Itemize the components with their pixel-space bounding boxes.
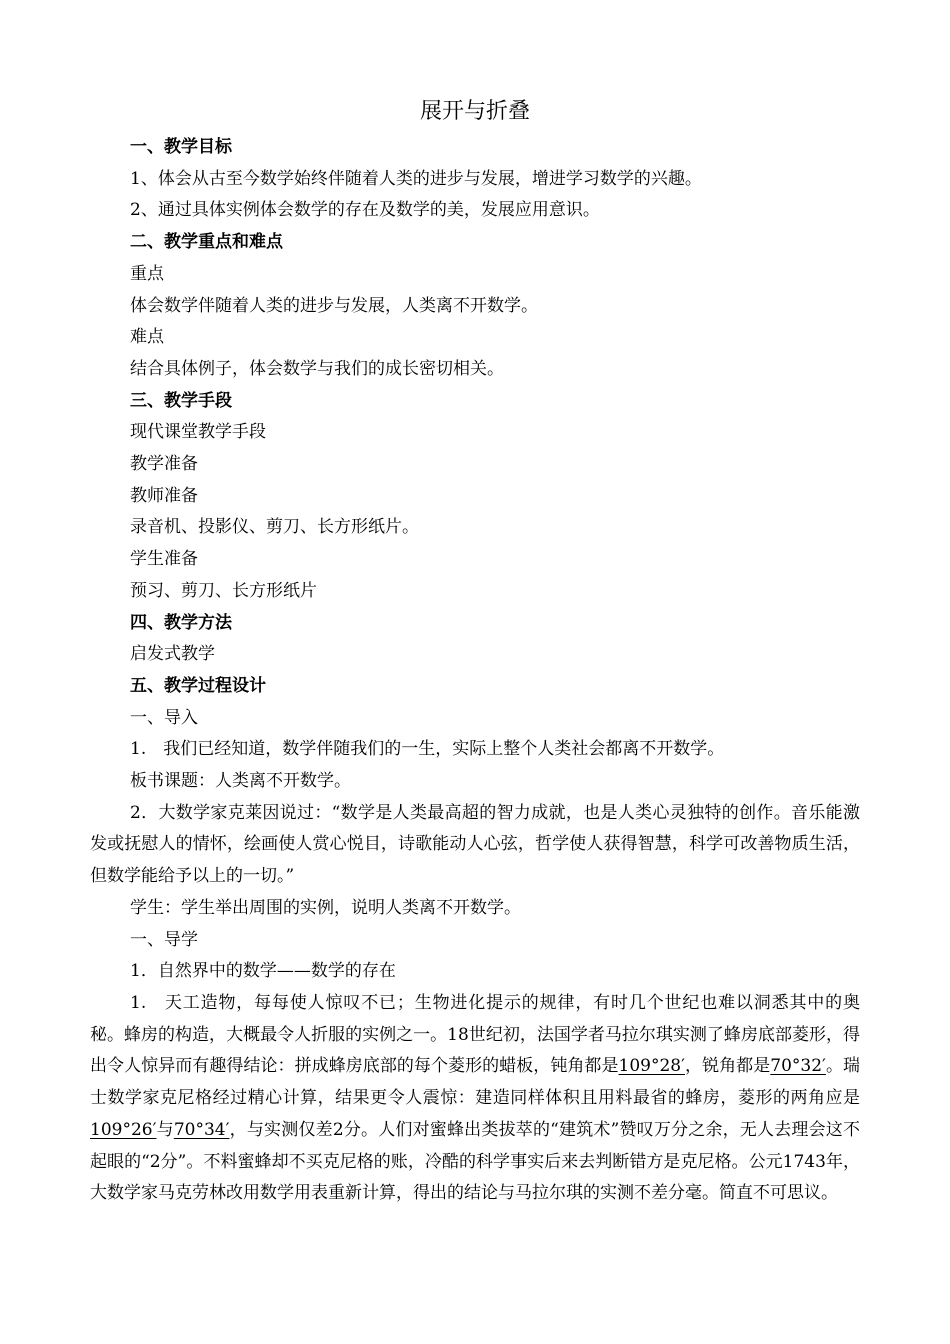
section-heading-means: 三、教学手段 — [130, 390, 232, 411]
honeycomb-text-b: ，锐角都是 — [684, 1056, 771, 1077]
teacher-preparation-text: 录音机、投影仪、剪刀、长方形纸片。 — [130, 517, 419, 538]
section-heading-methods: 四、教学方法 — [130, 612, 232, 633]
honeycomb-paragraph — [90, 988, 860, 1210]
student-preparation-text: 预习、剪刀、长方形纸片 — [130, 580, 317, 601]
student-preparation-label: 学生准备 — [130, 549, 198, 570]
process-intro-label: 一、导入 — [130, 707, 198, 728]
preparation-label: 教学准备 — [130, 454, 198, 475]
section-heading-process: 五、教学过程设计 — [130, 675, 266, 696]
means-text: 现代课堂教学手段 — [130, 422, 266, 443]
student-examples: 学生：学生举出周围的实例，说明人类离不开数学。 — [130, 897, 521, 918]
goal-item-2: 2、通过具体实例体会数学的存在及数学的美，发展应用意识。 — [130, 200, 600, 221]
honeycomb-text-a: 1. 天工造物，每每使人惊叹不已；生物进化提示的规律，有时几个世纪也难以洞悉其中的奥秘。蜂房的构造，大概最令人折服的实例之一。18世纪初，法国学者马拉尔琪实测了蜂房底部菱形，得出令人惊异而有趣得结论：拼成蜂房底部的每个菱形的蜡板，钝角都是 — [90, 992, 860, 1077]
key-point-label: 重点 — [130, 263, 164, 284]
blackboard-title: 板书课题：人类离不开数学。 — [130, 771, 351, 792]
process-intro-item-1: 1. 我们已经知道，数学伴随我们的一生，实际上整个人类社会都离不开数学。 — [130, 739, 725, 760]
acute-angle-measured: 70°32′ — [770, 1056, 826, 1077]
honeycomb-text-c: 。瑞士数学家克尼格经过精心计算，结果更令人震惊：建造同样体积且用料最省的蜂房，菱形的两角应是 — [90, 1056, 861, 1109]
acute-angle-computed: 70°34′ — [173, 1119, 230, 1140]
obtuse-angle-measured: 109°28′ — [618, 1056, 685, 1077]
section-heading-goals: 一、教学目标 — [130, 137, 232, 157]
key-point-text: 体会数学伴随着人类的进步与发展，人类离不开数学。 — [130, 295, 538, 316]
obtuse-angle-computed: 109°26′ — [90, 1119, 157, 1140]
nature-math-heading: 1．自然界中的数学——数学的存在 — [130, 961, 396, 982]
section-heading-key-points: 二、教学重点和难点 — [130, 232, 283, 253]
honeycomb-text-d: 与 — [156, 1119, 174, 1140]
honeycomb-text-e: ，与实测仅差2分。人们对蜜蜂出类拔萃的“建筑术”赞叹万分之余，无人去理会这不起眼的“2分”。不料蜜蜂却不买克尼格的账，冷酷的科学事实后来去判断错方是克尼格。公元1743年，大数学家马克劳林改用数学用表重新计算，得出的结论与马拉尔琪的实测不差分毫。简直不可思议。 — [90, 1119, 860, 1204]
teacher-preparation-label: 教师准备 — [130, 485, 198, 506]
difficulty-label: 难点 — [130, 327, 164, 348]
difficulty-text: 结合具体例子，体会数学与我们的成长密切相关。 — [130, 358, 504, 379]
guided-learning-label: 一、导学 — [130, 929, 198, 950]
document-title: 展开与折叠 — [419, 99, 530, 124]
goal-item-1: 1、体会从古至今数学始终伴随着人类的进步与发展，增进学习数学的兴趣。 — [130, 168, 702, 189]
klein-quote-paragraph: 2．大数学家克莱因说过：“数学是人类最高超的智力成就，也是人类心灵独特的创作。音乐能激发或抚慰人的情怀，绘画使人赏心悦目，诗歌能动人心弦，哲学使人获得智慧，科学可改善物质生活，但数学能给予以上的一切。” — [90, 802, 860, 887]
methods-text: 启发式教学 — [130, 644, 215, 665]
